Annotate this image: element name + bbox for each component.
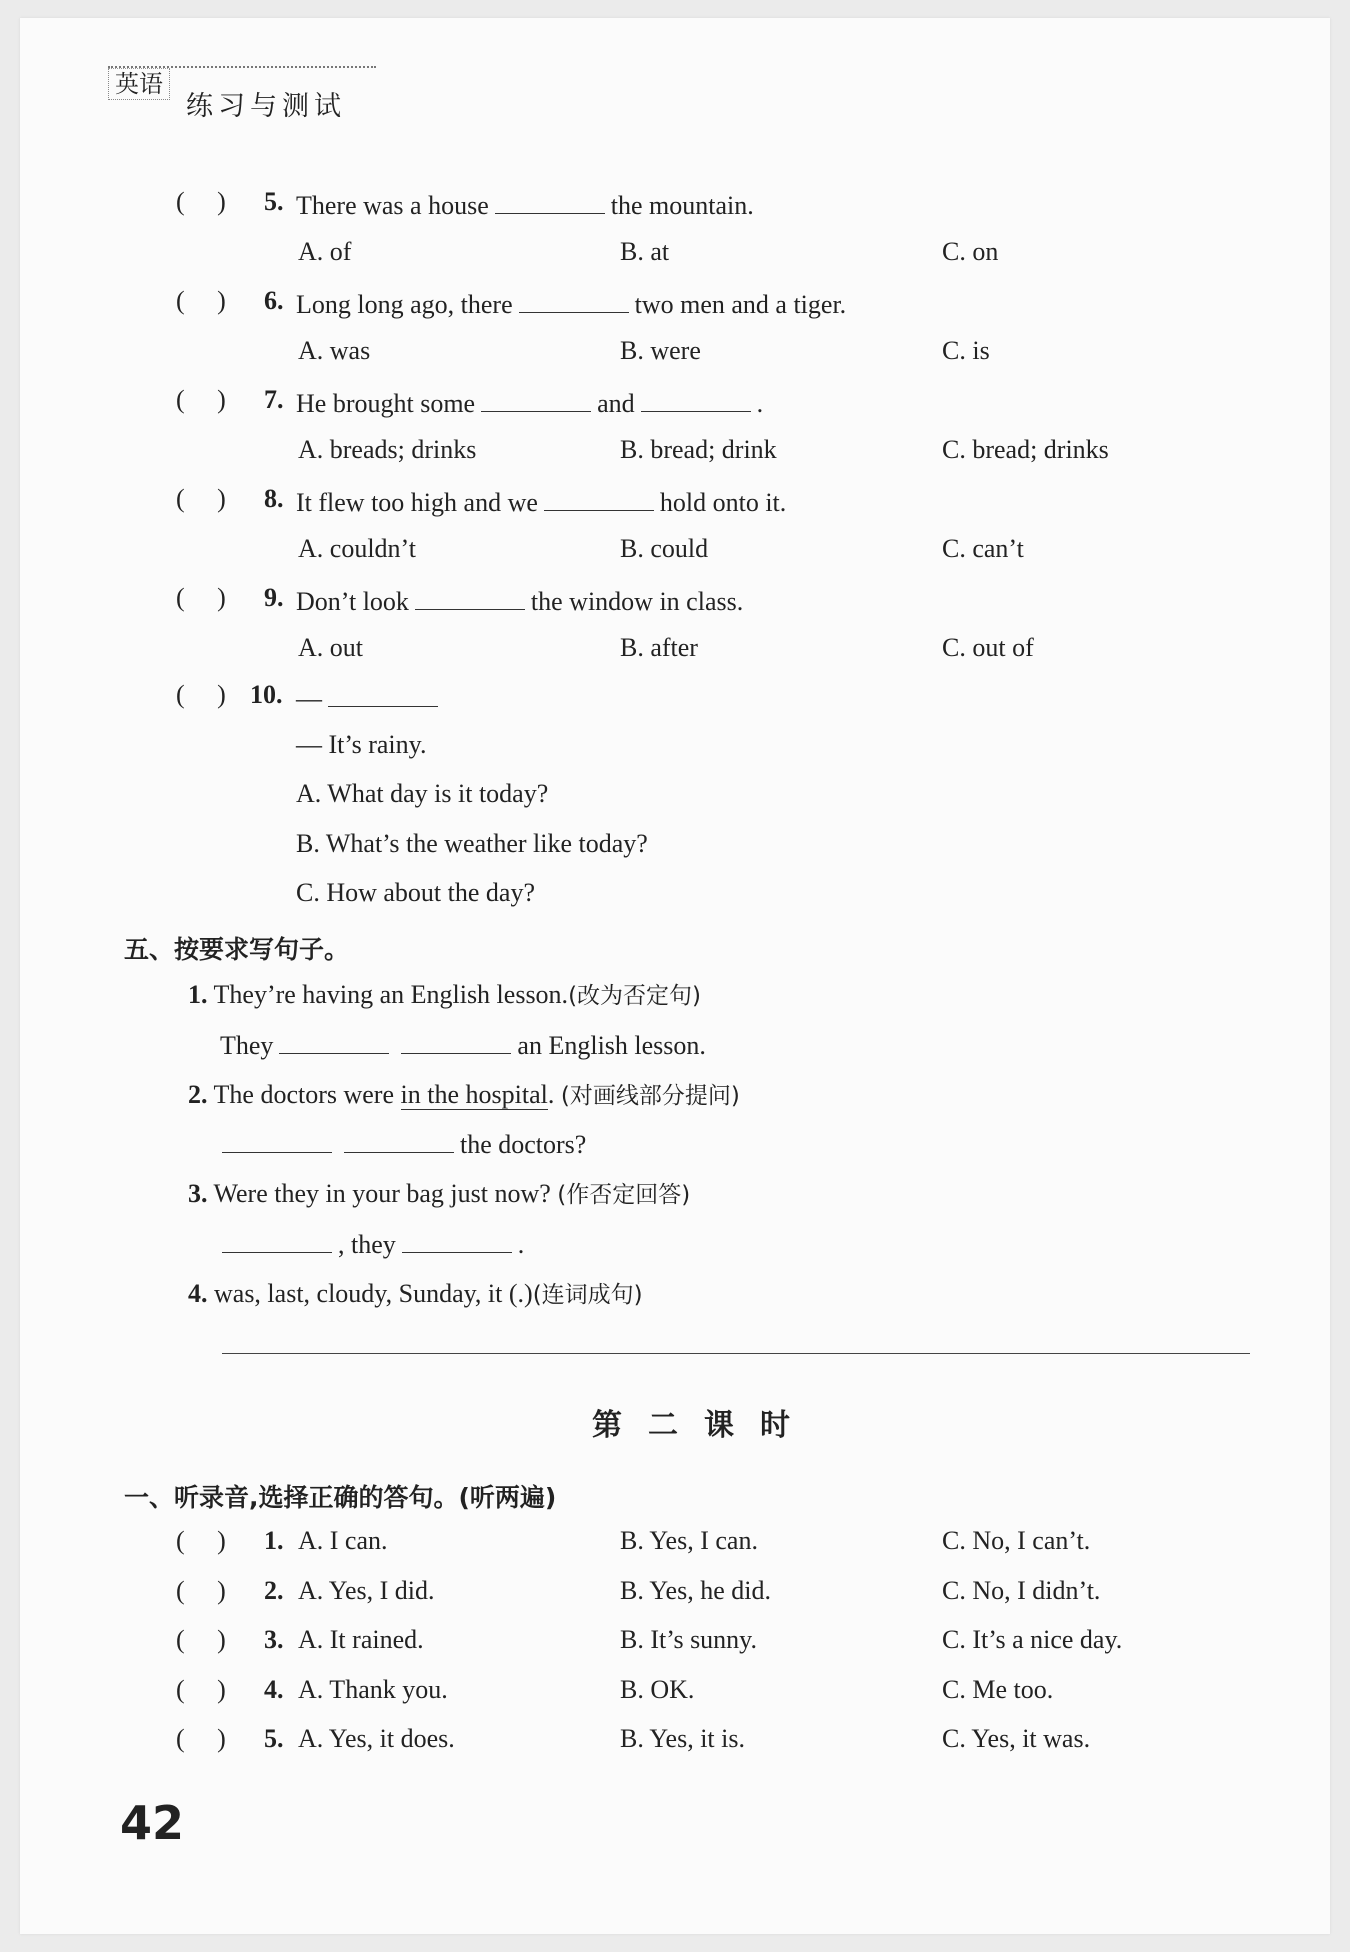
section-1-title: 一、听录音,选择正确的答句。(听两遍)	[124, 1483, 557, 1512]
answer-blank	[415, 583, 525, 610]
s5-item-1: 1. They’re having an English lesson.(改为否定句)	[188, 980, 702, 1009]
option-a[interactable]: A. of	[298, 237, 352, 266]
question-number: 1.	[264, 1526, 284, 1555]
section-5-title: 五、按要求写句子。	[124, 935, 350, 964]
question-number: 3.	[264, 1625, 284, 1654]
s5-item-3: 3. Were they in your bag just now? (作否定回答)	[188, 1179, 691, 1208]
option-a[interactable]: A. Thank you.	[298, 1675, 448, 1704]
answer-paren[interactable]: ( )	[176, 1724, 226, 1753]
option-a[interactable]: A. was	[298, 336, 371, 365]
book-title: 练习与测试	[186, 91, 346, 122]
option-c[interactable]: C. Yes, it was.	[942, 1724, 1091, 1753]
option-c[interactable]: C. It’s a nice day.	[942, 1625, 1123, 1654]
option-c[interactable]: C. No, I didn’t.	[942, 1576, 1101, 1605]
option-b[interactable]: B. after	[620, 633, 698, 662]
answer-paren[interactable]: ( )	[176, 680, 226, 709]
question-text: There was a house the mountain.	[296, 187, 754, 221]
option-c[interactable]: C. No, I can’t.	[942, 1526, 1091, 1555]
dialogue-reply: — It’s rainy.	[296, 730, 427, 759]
option-b[interactable]: B. at	[620, 237, 670, 266]
question-text: Long long ago, there two men and a tiger.	[296, 286, 846, 320]
lesson-title: 第二课时	[592, 1408, 816, 1443]
answer-blank	[495, 187, 605, 214]
option-b[interactable]: B. Yes, he did.	[620, 1576, 771, 1605]
answer-paren[interactable]: ( )	[176, 583, 226, 612]
answer-blank[interactable]	[279, 1027, 389, 1054]
option-b[interactable]: B. Yes, I can.	[620, 1526, 758, 1555]
option-b[interactable]: B. Yes, it is.	[620, 1724, 745, 1753]
option-b[interactable]: B. OK.	[620, 1675, 695, 1704]
option-c[interactable]: C. on	[942, 237, 999, 266]
option-a[interactable]: A. Yes, it does.	[298, 1724, 455, 1753]
question-number: 10.	[250, 680, 283, 709]
question-number: 4.	[264, 1675, 284, 1704]
question-text: It flew too high and we hold onto it.	[296, 484, 786, 518]
option-b[interactable]: B. could	[620, 534, 709, 563]
s5-item-2: 2. The doctors were in the hospital. (对画线部分提问)	[188, 1080, 740, 1109]
answer-blank[interactable]	[222, 1226, 332, 1253]
option-c[interactable]: C. can’t	[942, 534, 1024, 563]
option-a[interactable]: A. Yes, I did.	[298, 1576, 435, 1605]
answer-blank[interactable]	[402, 1226, 512, 1253]
option-a[interactable]: A. out	[298, 633, 363, 662]
question-number: 9.	[264, 583, 284, 612]
option-a[interactable]: A. What day is it today?	[296, 779, 549, 808]
answer-line[interactable]	[222, 1353, 1250, 1354]
question-text: Don’t look the window in class.	[296, 583, 743, 617]
question-number: 8.	[264, 484, 284, 513]
s5-answer-3: , they .	[216, 1226, 524, 1260]
answer-paren[interactable]: ( )	[176, 1526, 226, 1555]
option-b[interactable]: B. bread; drink	[620, 435, 777, 464]
option-b[interactable]: B. What’s the weather like today?	[296, 829, 648, 858]
answer-paren[interactable]: ( )	[176, 286, 226, 315]
page-number: 42	[120, 1796, 185, 1850]
option-a[interactable]: A. breads; drinks	[298, 435, 477, 464]
option-c[interactable]: C. bread; drinks	[942, 435, 1109, 464]
s5-item-4: 4. was, last, cloudy, Sunday, it (.)(连词成句)	[188, 1279, 643, 1308]
answer-blank[interactable]	[401, 1027, 511, 1054]
answer-blank	[544, 484, 654, 511]
question-prompt: —	[296, 680, 444, 714]
option-c[interactable]: C. How about the day?	[296, 878, 536, 907]
question-number: 6.	[264, 286, 284, 315]
option-b[interactable]: B. were	[620, 336, 701, 365]
answer-blank[interactable]	[344, 1126, 454, 1153]
answer-paren[interactable]: ( )	[176, 1625, 226, 1654]
option-c[interactable]: C. Me too.	[942, 1675, 1054, 1704]
option-a[interactable]: A. couldn’t	[298, 534, 416, 563]
option-c[interactable]: C. is	[942, 336, 990, 365]
answer-blank	[641, 385, 751, 412]
answer-paren[interactable]: ( )	[176, 385, 226, 414]
question-number: 7.	[264, 385, 284, 414]
answer-paren[interactable]: ( )	[176, 187, 226, 216]
question-number: 5.	[264, 187, 284, 216]
answer-blank	[481, 385, 591, 412]
question-number: 5.	[264, 1724, 284, 1753]
question-text: He brought some and .	[296, 385, 763, 419]
option-a[interactable]: A. It rained.	[298, 1625, 424, 1654]
subject-label: 英语	[108, 68, 170, 100]
question-number: 2.	[264, 1576, 284, 1605]
option-c[interactable]: C. out of	[942, 633, 1034, 662]
s5-answer-2: the doctors?	[216, 1126, 586, 1160]
answer-blank[interactable]	[222, 1126, 332, 1153]
option-b[interactable]: B. It’s sunny.	[620, 1625, 757, 1654]
answer-paren[interactable]: ( )	[176, 484, 226, 513]
answer-blank	[519, 286, 629, 313]
answer-paren[interactable]: ( )	[176, 1576, 226, 1605]
s5-answer-1: They an English lesson.	[220, 1027, 706, 1061]
option-a[interactable]: A. I can.	[298, 1526, 388, 1555]
answer-paren[interactable]: ( )	[176, 1675, 226, 1704]
